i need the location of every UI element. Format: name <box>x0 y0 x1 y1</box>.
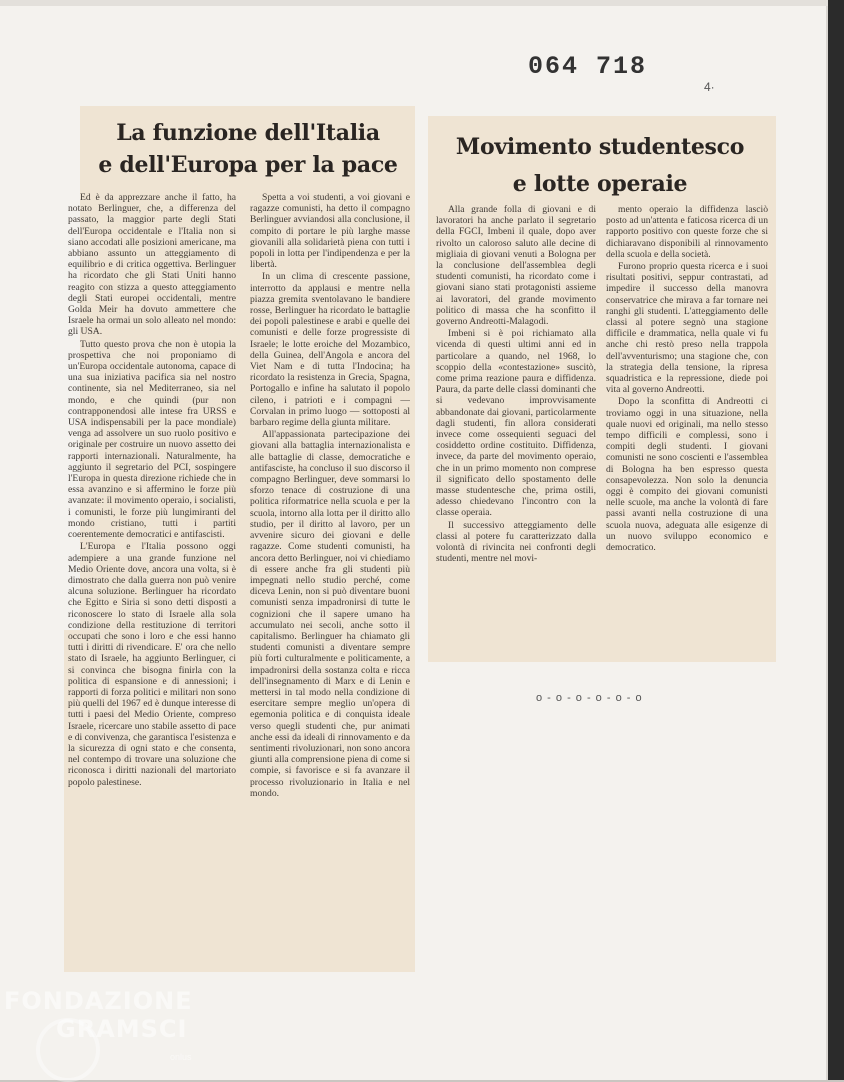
left-headline-line1: La funzione dell'Italia <box>116 120 380 146</box>
watermark <box>4 986 193 1043</box>
left-article-column-2 <box>250 192 410 968</box>
right-headline-line2: e lotte operaie <box>512 171 688 197</box>
paragraph: Imbeni si è poi richiamato alla vicenda di questi ultimi anni ed in particolare a quando, nel 1968, lo scoppio della «contestazione» suscitò, come prima reazione paura e diffidenza. Paura, da parte delle classi dominanti che si vedevano improvvisamente abbandonate dai giovani, particolarmente dagli studenti, fin allora considerati invece come ossequienti seguaci del cosiddetto ordine costituito. Diffidenza, invece, da parte del movimento operaio, che in un primo momento non comprese il significato dello spostamento delle masse studentesche che, prima ostili, adesso chiedevano l'incontro con la classe operaia. <box>436 328 596 519</box>
paragraph: Ed è da apprezzare anche il fatto, ha notato Berlinguer, che, a differenza del passato, la maggior parte degli Stati dell'Europa occidentale e l'Italia non si siano accodati alle posizioni americane, ma abbiano assunto un atteggiamento di equilibrio e di critica oggettiva. Berlinguer ha ricordato che gli Stati Uniti hanno reagito con stizza a questo atteggiamento degli Stati europei occidentali, mentre Golda Meir ha dovuto ammettere che Israele ha ormai un solo alleato nel mondo: gli USA. <box>68 192 236 338</box>
right-article-column-1 <box>436 204 596 646</box>
sheet-top-edge <box>0 0 828 6</box>
left-article-column-1 <box>68 192 236 968</box>
paragraph: Dopo la sconfitta di Andreotti ci troviamo oggi in una situazione, nella quale nuovi ed originali, ma nello stesso tempo difficili e complessi, sono i compiti degli studenti. I giovani comunisti ne sono coscienti e l'assemblea di Bologna ha ben espresso questa consapevolezza. Non solo la denuncia oggi è compito dei giovani comunisti nelle scuole, ma anche la volontà di fare passi avanti nella costruzione di una scuola nuova, adeguata alle esigenze di un nuovo sviluppo economico e democratico. <box>606 396 768 554</box>
archive-mark: 4· <box>704 80 715 94</box>
end-marker: o - o - o - o - o - o <box>536 692 643 704</box>
left-article-headline <box>80 117 416 181</box>
paragraph: All'appassionata partecipazione dei giovani alla battaglia internazionalista e alle battaglie di classe, democratiche e antifasciste, ha concluso il suo discorso il compagno Berlinguer, deve sommarsi lo sforzo tenace di costruzione di una politica riformatrice nella scuola e per la scuola, intorno alla lotta per il diritto allo studio, per il diritto al lavoro, per un avvenire sicuro dei giovani e delle ragazze. Come studenti comunisti, ha ancora detto Berlinguer, noi vi chiediamo di essere anche fra gli studenti più impegnati nello studio perché, come diceva Lenin, non si può diventare buoni comunisti senza impadronirsi di tutte le cognizioni che il sapere umano ha accumulato nei secoli, anche sotto il capitalismo. Berlinguer ha chiamato gli studenti comunisti a diventare sempre più forti culturalmente e politicamente, a impadronirsi della sostanza colta e ricca dell'insegnamento di Marx e di Lenin e mettersi in tal modo nella condizione di esercitare sempre meglio un'opera di egemonia politica e di conquista ideale verso quegli studenti che, pur animati anche essi da ideali di rinnovamento e da sentimenti rivoluzionari, non sono ancora giunti alla comprensione piena di come si compie, si favorisce e si fa avanzare il processo rivoluzionario in Italia e nel mondo. <box>250 429 410 799</box>
paragraph: L'Europa e l'Italia possono oggi adempiere a una grande funzione nel Medio Oriente dove, ancora una volta, si è dimostrato che dalla guerra non può venire alcuna soluzione. Berlinguer ha ricordato che Egitto e Siria si sono detti disposti a riconoscere lo stato di Israele alla sola condizione della restituzione di territori occupati che sono i loro e che essi hanno tutti i diritti di rivendicare. E' ora che nello stato di Israele, ha aggiunto Berlinguer, ci si convinca che bisogna finirla con la politica di espansione e di annessioni; i rapporti di forza politici e militari non sono più quelli del 1967 ed è dunque interesse di tutti i paesi del Medio Oriente, compreso Israele, ricercare uno stabile assetto di pace e di convivenza, che garantisca l'esistenza e la sicurezza di ogni stato e che consenta, nel contempo di trovare una soluzione che riconosca i diritti nazionali del martoriato popolo palestinese. <box>68 541 236 788</box>
paragraph: mento operaio la diffidenza lasciò posto ad un'attenta e faticosa ricerca di un rapporto positivo con queste forze che si dichiaravano disponibili al rinnovamento della scuola e della società. <box>606 204 768 260</box>
paragraph: Tutto questo prova che non è utopia la prospettiva che noi proponiamo di un'Europa occidentale autonoma, capace di una sua iniziativa pacifica sia nel nostro continente, sia nel Mediterraneo, sia nel mondo, e che quindi (pur non contrapponendosi alle intese fra URSS e USA indispensabili per la pace mondiale) venga ad assolvere un suo ruolo positivo e originale per costruire un nuovo assetto dei rapporti internazionali. Naturalmente, ha aggiunto il segretario del PCI, sospingere l'Europa in questa direzione richiede che in essa avanzino e si affermino le forze più avanzate: il movimento operaio, i socialisti, i comunisti, le forze più lungimiranti del mondo cristiano, tutti i partiti coerentemente democratici e antifascisti. <box>68 338 236 541</box>
paragraph: Il successivo atteggiamento delle classi al potere fu caratterizzato dalla volontà di rivincita nei confronti degli studenti, mentre nel movi- <box>436 519 596 565</box>
right-article-column-2 <box>606 204 768 646</box>
right-headline-line1: Movimento studentesco <box>455 134 745 160</box>
watermark-line1: FONDAZIONE <box>4 987 193 1015</box>
left-headline-line2: e dell'Europa per la pace <box>98 152 398 178</box>
paragraph: Furono proprio questa ricerca e i suoi risultati positivi, seppur contrastati, ad impedire il successo della manovra conservatrice che mirava a far tornare nei ranghi gli studenti. L'atteggiamento delle classi al potere segnò una stagione difficile e drammatica, nella quale vi fu anche chi restò preso nella trappola dell'avventurismo; una stagione che, con la strategia della tensione, la ripresa squadristica e la repressione, diede poi vita al governo Andreotti. <box>606 261 768 396</box>
scan-border <box>828 0 844 1080</box>
watermark-small-text: onlus <box>170 1052 192 1062</box>
archive-number: 064 718 <box>528 52 648 81</box>
paragraph: In un clima di crescente passione, interrotto da applausi e mentre nella piazza gremita sventolavano le bandiere rosse, Berlinguer ha ricordato le battaglie dei popoli palestinese e arabi e quelle dei comunisti e delle forze progressiste di Israele; le lotte eroiche del Mozambico, della Guinea, dell'Angola e ancora del Viet Nam e di tutta l'Indocina; ha ricordato la resistenza in Grecia, Spagna, Portogallo e infine ha salutato il popolo cileno, i patrioti e i compagni — Corvalan in primo luogo — sottoposti al barbaro regime della giunta militare. <box>250 271 410 429</box>
paragraph: Alla grande folla di giovani e di lavoratori ha anche parlato il segretario della FGCI, Imbeni il quale, dopo aver rivolto un caloroso saluto alle decine di migliaia di giovani venuti a Bologna per la conclusione dell'assemblea degli studenti comunisti, ha ricordato come i giovani siano stati protagonisti assieme ai lavoratori, del grande movimento politico di massa che ha sconfitto il governo Andreotti-Malagodi. <box>436 204 596 328</box>
watermark-line2: GRAMSCI <box>56 1015 188 1043</box>
right-article-headline <box>430 129 770 203</box>
paragraph: Spetta a voi studenti, a voi giovani e ragazze comunisti, ha detto il compagno Berlinguer avviandosi alla conclusione, il compito di portare le più larghe masse giovanili alla solidarietà piena con tutti i popoli in lotta per l'indipendenza e per la libertà. <box>250 192 410 271</box>
